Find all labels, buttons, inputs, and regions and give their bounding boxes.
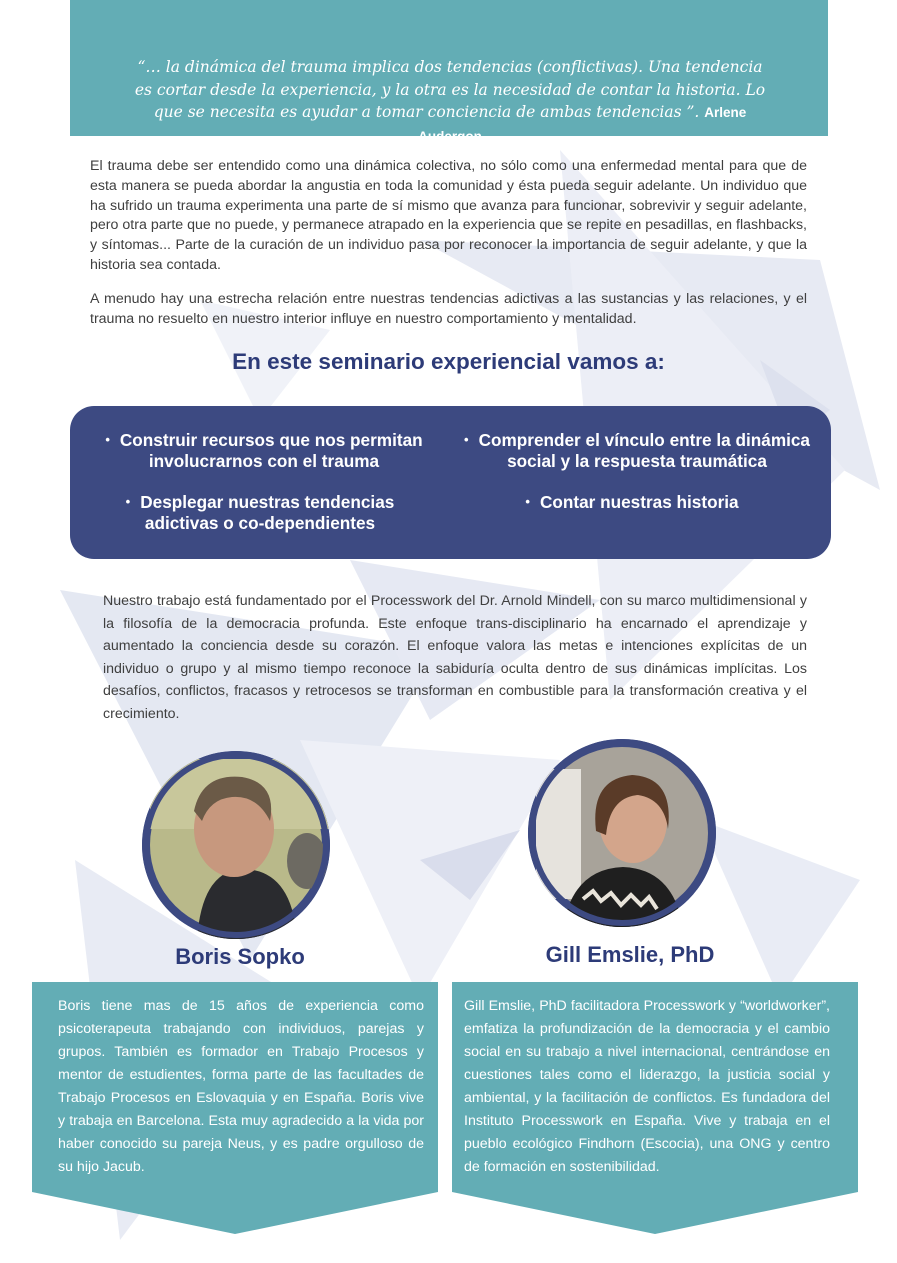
bullet-icon: • [125, 494, 131, 509]
seminar-goals-box [70, 406, 831, 559]
goal-item [84, 429, 444, 472]
goal-text: Comprender el vínculo entre la dinámica social y la respuesta traumática [478, 430, 810, 471]
bullet-icon: • [105, 432, 110, 447]
speaker-name-boris: Boris Sopko [175, 944, 305, 969]
bio-text: Gill Emslie, PhD facilitadora Processwork y “worldworker”, emfatiza la profundización de la democracia y el cambio social en su trabajo a nivel internacional, centrándose en cuestiones tales como el liderazgo, la justicia social y ambiental, y la facilitación de conflictos. Es fundadora del Instituto Processwork en España. Vive y trabaja en el pueblo ecológico Findhorn (Escocia), una ONG y centro de formación en sostenibilidad. [464, 998, 830, 1175]
goal-text: Construir recursos que nos permitan involucrarnos con el trauma [119, 430, 423, 471]
goal-item [100, 491, 420, 534]
quote-banner [70, 0, 828, 144]
quote-text: “… la dinámica del trauma implica dos tendencias (conflictivas). Una tendencia es cortar desde la experiencia, y la otra es la necesidad de contar la historia. Lo que se necesita es ayudar a tomar conciencia de ambas tendencias ”. [134, 58, 766, 121]
speaker-name-gill: Gill Emslie, PhD [545, 942, 715, 967]
addiction-paragraph: A menudo hay una estrecha relación entre nuestras tendencias adictivas a las sustancias y las relaciones, y el trauma no resuelto en nuestro interior influye en nuestro comportamiento y mentalidad. [90, 291, 807, 327]
goal-item [462, 491, 802, 513]
bullet-icon: • [464, 432, 469, 447]
bullet-icon: • [525, 494, 530, 509]
processwork-paragraph: Nuestro trabajo está fundamentado por el Processwork del Dr. Arnold Mindell, con su marco multidimensional y la filosofía de la democracia profunda. Este enfoque trans-disciplinario ha encarnado el aprendizaje y aumentado la conciencia desde su corazón. El enfoque valora las metas e intenciones explícitas de un individuo o grupo y al mismo tiempo reconoce la sabiduría oculta dentro de sus dinámicas implícitas. Los desafíos, conflictos, fracasos y retrocesos se transforman en combustible para la transformación creativa y el crecimiento. [103, 593, 807, 722]
speaker-bio-boris [32, 982, 438, 1234]
bio-text: Boris tiene mas de 15 años de experiencia como psicoterapeuta trabajando con individuos, parejas y grupos. También es formador en Trabajo Procesos y mentor de estudientes, forma parte de las facultades de Trabajo Procesos en Eslovaquia y en España. Boris vive y trabaja en Barcelona. Esta muy agradecido a la vida por haber conocido su pareja Neus, y es padre orgulloso de su hijo Jacub. [58, 998, 424, 1175]
seminar-title: En este seminario experiencial vamos a: [232, 349, 665, 374]
quote-author: Arlene Audergon [418, 105, 747, 144]
goal-text: Contar nuestras historia [539, 492, 739, 512]
goal-text: Desplegar nuestras tendencias adictivas o co-dependientes [140, 492, 395, 533]
bg-triangle [700, 820, 860, 1000]
speaker-photo-gill [528, 739, 716, 927]
goal-item [452, 429, 822, 472]
speaker-photo-boris [142, 751, 330, 939]
intro-paragraph: El trauma debe ser entendido como una dinámica colectiva, no sólo como una enfermedad mental para que de esta manera se pueda abordar la angustia en toda la comunidad y ésta pueda seguir adelante. Un individuo que ha sufrido un trauma experimenta una parte de sí mismo que avanza para funcionar, sobrevivir y seguir adelante, pero otra parte que no puede, y permanece atrapado en la experiencia que se repite en pesadillas, en flashbacks, y síntomas... Parte de la curación de un individuo pasa por reconocer la importancia de seguir adelante, y que la historia sea contada. [90, 158, 807, 273]
quote [130, 56, 770, 148]
speaker-bio-gill [452, 982, 858, 1234]
